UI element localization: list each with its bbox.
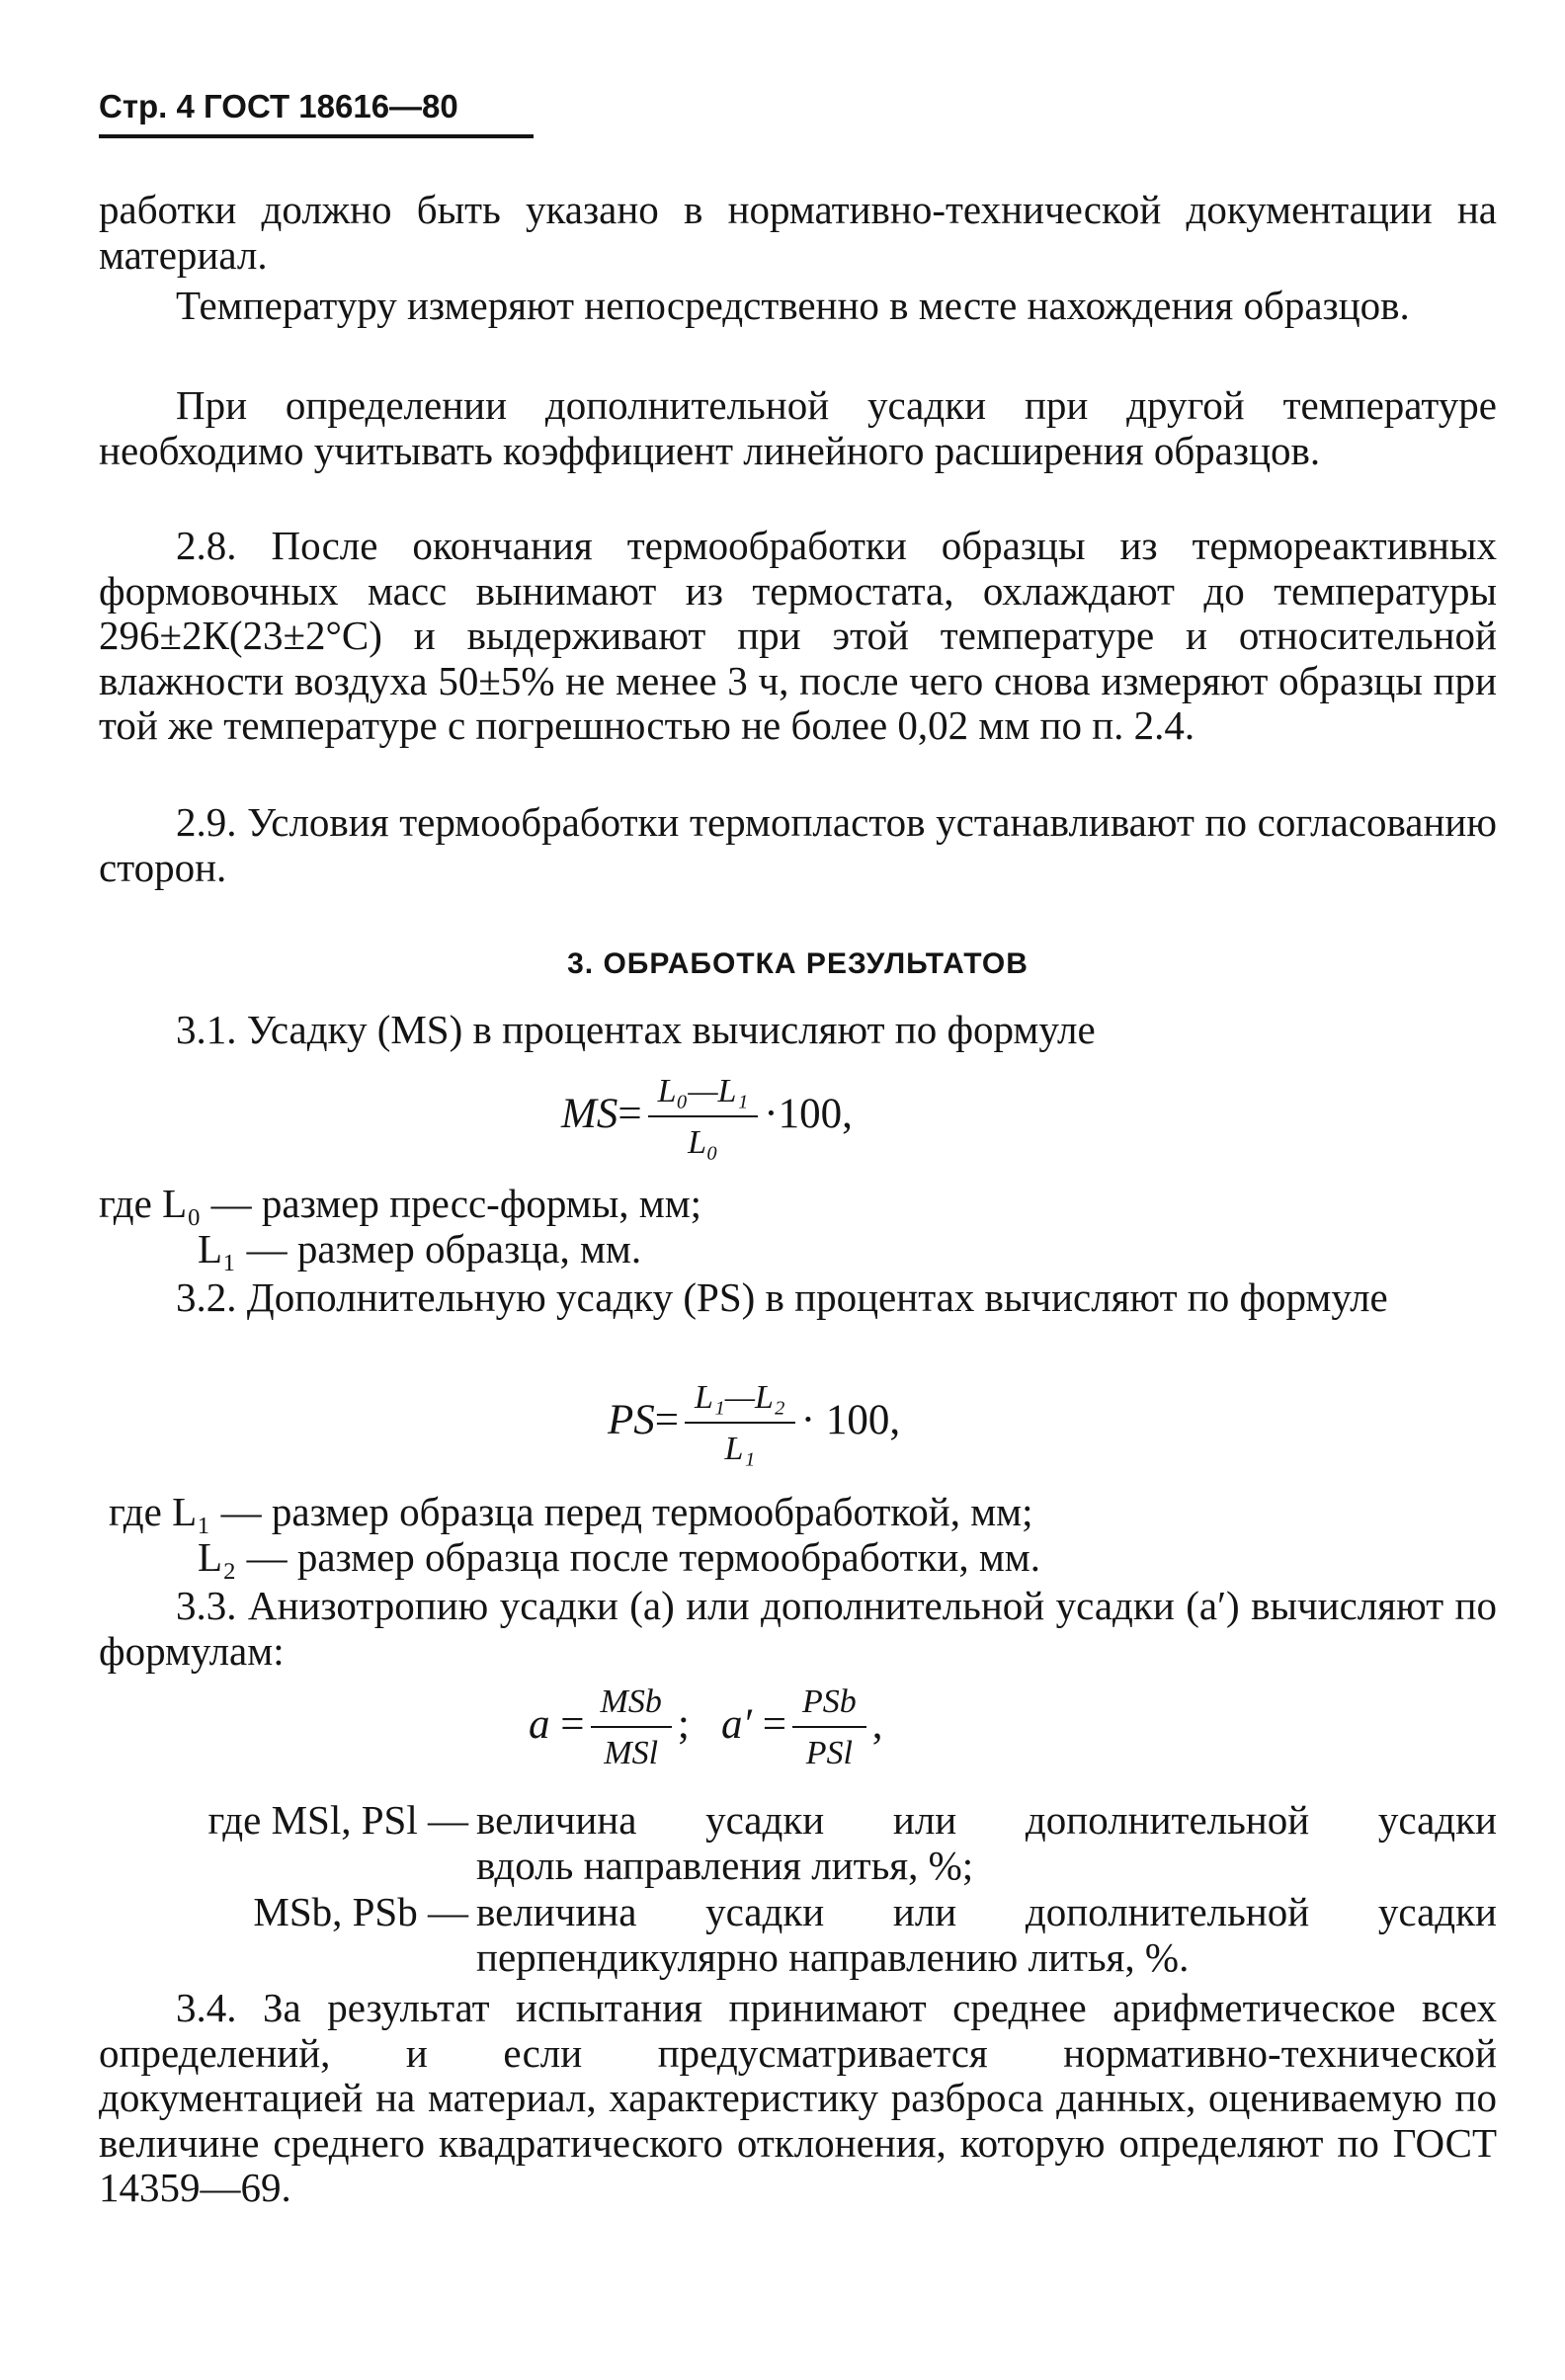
paragraph-3-1: 3.1. Усадку (MS) в процентах вычисляют по формуле (176, 1007, 1096, 1052)
formula-anisotropy (529, 1682, 883, 1773)
definition-row-2 (158, 1890, 1497, 1980)
where-3-1-line2: L₁ — размер образца, мм. (198, 1226, 642, 1272)
formula-ps-eq: = (654, 1396, 680, 1443)
formula-a-prime-lhs: a′ (721, 1700, 752, 1748)
formula-ms-eq: = (618, 1090, 642, 1137)
formula-a-fraction (591, 1682, 672, 1773)
definition-row-1 (158, 1798, 1497, 1888)
where-3-2-line1: где L₁ — размер образца перед термообработкой, мм; (109, 1489, 1033, 1534)
formula-end: , (871, 1700, 883, 1748)
formula-ps-numerator: L₁—L₂ (685, 1378, 795, 1424)
definitions-3-3 (158, 1798, 1497, 1980)
formula-a-lhs: a (529, 1700, 550, 1748)
definition-2-line1: величина усадки или дополнительной усадки (476, 1889, 1497, 1934)
formula-a-prime-numerator: PSb (792, 1682, 866, 1728)
paragraph-3-3: 3.3. Анизотропию усадки (a) или дополнительной усадки (a′) вычисляют по формулам: (99, 1583, 1497, 1674)
formula-a-denominator: MSl (604, 1735, 659, 1771)
header-rule (99, 134, 534, 138)
paragraph-temperature: Температуру измеряют непосредственно в месте нахождения образцов. (176, 283, 1410, 328)
paragraph-expansion: При определении дополнительной усадки при другой температуре необходимо учитывать коэффициент линейного расширения образцов. (99, 382, 1497, 473)
formula-ms-lhs: MS (561, 1090, 618, 1137)
definition-1-symbol: где MSl, PSl — (207, 1797, 468, 1843)
formula-a-prime-eq: = (762, 1700, 786, 1748)
formula-ps (608, 1378, 900, 1469)
formula-separator: ; (677, 1700, 690, 1748)
definition-1-text (476, 1798, 1497, 1888)
definition-1-line1: величина усадки или дополнительной усадки (476, 1797, 1497, 1843)
formula-ps-fraction (685, 1378, 795, 1469)
page-header: Стр. 4 ГОСТ 18616—80 (99, 88, 458, 124)
formula-ms-numerator: L₀—L₁ (648, 1072, 759, 1117)
section-heading: 3. ОБРАБОТКА РЕЗУЛЬТАТОВ (567, 947, 1029, 980)
definition-1-line2: вдоль направления литья, %; (476, 1842, 974, 1888)
formula-ps-denominator: L₁ (724, 1431, 756, 1467)
formula-a-prime-denominator: PSl (805, 1735, 853, 1771)
where-3-1-line1: где L₀ — размер пресс-формы, мм; (99, 1181, 702, 1226)
paragraph-3-2: 3.2. Дополнительную усадку (PS) в процентах вычисляют по формуле (176, 1274, 1388, 1320)
paragraph-2-9: 2.9. Условия термообработки термопластов устанавливают по согласованию сторон. (99, 799, 1497, 890)
where-3-2-line2: L₂ — размер образца после термообработки, мм. (198, 1534, 1040, 1580)
definition-2-line2: перпендикулярно направлению литья, %. (476, 1933, 1190, 1980)
definition-2-symbol: MSb, PSb — (253, 1889, 468, 1934)
formula-ms-rhs: ·100, (764, 1090, 853, 1137)
formula-ms (561, 1072, 853, 1163)
formula-a-numerator: MSb (591, 1682, 672, 1728)
paragraph-3-4: 3.4. За результат испытания принимают среднее арифметическое всех определений, и если предусматривается нормативно-технической документацией на материал, характеристику разброса данных, оцениваемую по величине среднего квадратического отклонения, которую определяют по ГОСТ 14359—69. (99, 1985, 1497, 2210)
formula-ps-lhs: PS (608, 1396, 655, 1443)
formula-ps-rhs: · 100, (800, 1396, 901, 1443)
formula-ms-fraction (648, 1072, 759, 1163)
formula-a-eq: = (560, 1700, 585, 1748)
paragraph-1: работки должно быть указано в нормативно-технической документации на материал. (99, 187, 1497, 278)
definition-2-text (476, 1890, 1497, 1980)
formula-ms-denominator: L₀ (688, 1124, 718, 1161)
formula-a-prime-fraction (792, 1682, 866, 1773)
paragraph-2-8: 2.8. После окончания термообработки образцы из термореактивных формовочных масс вынимают из термостата, охлаждают до температуры 296±2К(23±2°С) и выдерживают при этой температуре и относительной влажности воздуха 50±5% не менее 3 ч, после чего снова измеряют образцы при той же температуре с погрешностью не более 0,02 мм по п. 2.4. (99, 523, 1497, 748)
